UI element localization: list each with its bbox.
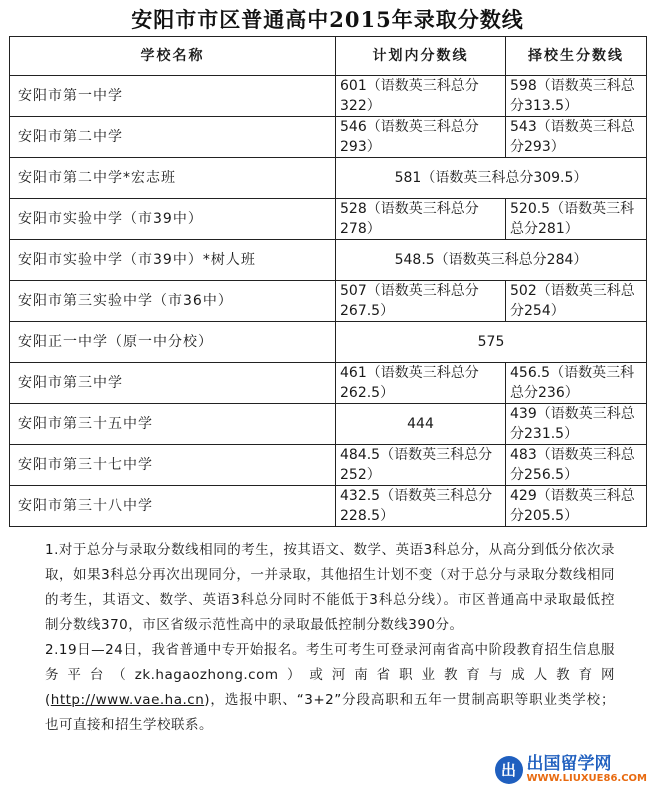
notes-section xyxy=(45,538,615,738)
table-row xyxy=(10,199,647,240)
table-row xyxy=(10,76,647,117)
choice-score-cell: 502（语数英三科总分254） xyxy=(506,281,647,322)
note-2-part-c: )，选报中职、“3+2”分段高职和五年一贯制高职等职业类学校；也可直接和招生学校联系。 xyxy=(45,692,615,733)
table-row xyxy=(10,363,647,404)
choice-score-cell: 456.5（语数英三科总分236） xyxy=(506,363,647,404)
school-name-cell: 安阳市实验中学（市39中）*树人班 xyxy=(10,240,336,281)
watermark-logo xyxy=(495,753,647,784)
school-name-cell: 安阳正一中学（原一中分校） xyxy=(10,322,336,363)
merged-score-cell: 581（语数英三科总分309.5） xyxy=(336,158,647,199)
school-name-cell: 安阳市第三中学 xyxy=(10,363,336,404)
note-2 xyxy=(45,638,615,738)
note-2-site-2-link[interactable]: http://www.vae.ha.cn xyxy=(50,692,205,708)
watermark-text xyxy=(526,753,647,784)
table-body xyxy=(10,76,647,527)
plan-score-cell: 507（语数英三科总分267.5） xyxy=(336,281,506,322)
watermark-url: WWW.LIUXUE86.COM xyxy=(526,772,647,784)
plan-score-cell: 461（语数英三科总分262.5） xyxy=(336,363,506,404)
table-row xyxy=(10,117,647,158)
note-2-part-b: ）或河南省职业教育与成人教育网( xyxy=(45,667,616,708)
school-name-cell: 安阳市第三十七中学 xyxy=(10,445,336,486)
table-row xyxy=(10,240,647,281)
page-title: 安阳市市区普通高中2015年录取分数线 xyxy=(131,7,524,32)
admission-score-table xyxy=(9,36,647,527)
choice-score-cell: 483（语数英三科总分256.5） xyxy=(506,445,647,486)
column-header-choice-score: 择校生分数线 xyxy=(506,37,647,76)
note-2-site-1[interactable]: zk.hagaozhong.com xyxy=(134,667,279,683)
plan-score-cell: 444 xyxy=(336,404,506,445)
choice-score-cell: 429（语数英三科总分205.5） xyxy=(506,486,647,527)
choice-score-cell: 543（语数英三科总分293） xyxy=(506,117,647,158)
school-name-cell: 安阳市实验中学（市39中） xyxy=(10,199,336,240)
school-name-cell: 安阳市第三实验中学（市36中） xyxy=(10,281,336,322)
school-name-cell: 安阳市第二中学 xyxy=(10,117,336,158)
table-header-row xyxy=(10,37,647,76)
school-name-cell: 安阳市第三十八中学 xyxy=(10,486,336,527)
column-header-school: 学校名称 xyxy=(10,37,336,76)
plan-score-cell: 528（语数英三科总分278） xyxy=(336,199,506,240)
table-row xyxy=(10,322,647,363)
watermark-brand: 出国留学网 xyxy=(526,753,612,774)
plan-score-cell: 546（语数英三科总分293） xyxy=(336,117,506,158)
school-name-cell: 安阳市第一中学 xyxy=(10,76,336,117)
table-row xyxy=(10,486,647,527)
merged-score-cell: 548.5（语数英三科总分284） xyxy=(336,240,647,281)
choice-score-cell: 520.5（语数英三科总分281） xyxy=(506,199,647,240)
note-2-part-a: 2.19日—24日，我省普通中专开始报名。考生可考生可登录河南省高中阶段教育招生信息服务平台（ xyxy=(45,642,615,683)
table-row xyxy=(10,404,647,445)
school-name-cell: 安阳市第三十五中学 xyxy=(10,404,336,445)
choice-score-cell: 598（语数英三科总分313.5） xyxy=(506,76,647,117)
choice-score-cell: 439（语数英三科总分231.5） xyxy=(506,404,647,445)
plan-score-cell: 432.5（语数英三科总分228.5） xyxy=(336,486,506,527)
table-row xyxy=(10,158,647,199)
plan-score-cell: 484.5（语数英三科总分252） xyxy=(336,445,506,486)
note-1: 1.对于总分与录取分数线相同的考生，按其语文、数学、英语3科总分，从高分到低分依次录取，如果3科总分再次出现同分，一并录取，其他招生计划不变（对于总分与录取分数线相同的考生，其语文、数学、英语3科总分同时不能低于3科总分线）。市区普通高中录取最低控制分数线370，市区省级示范性高中的录取最低控制分数线390分。 xyxy=(45,542,615,633)
table-row xyxy=(10,445,647,486)
school-name-cell: 安阳市第二中学*宏志班 xyxy=(10,158,336,199)
table-row xyxy=(10,281,647,322)
merged-score-cell: 575 xyxy=(336,322,647,363)
plan-score-cell: 601（语数英三科总分322） xyxy=(336,76,506,117)
globe-icon: 出 xyxy=(495,756,523,784)
column-header-plan-score: 计划内分数线 xyxy=(336,37,506,76)
